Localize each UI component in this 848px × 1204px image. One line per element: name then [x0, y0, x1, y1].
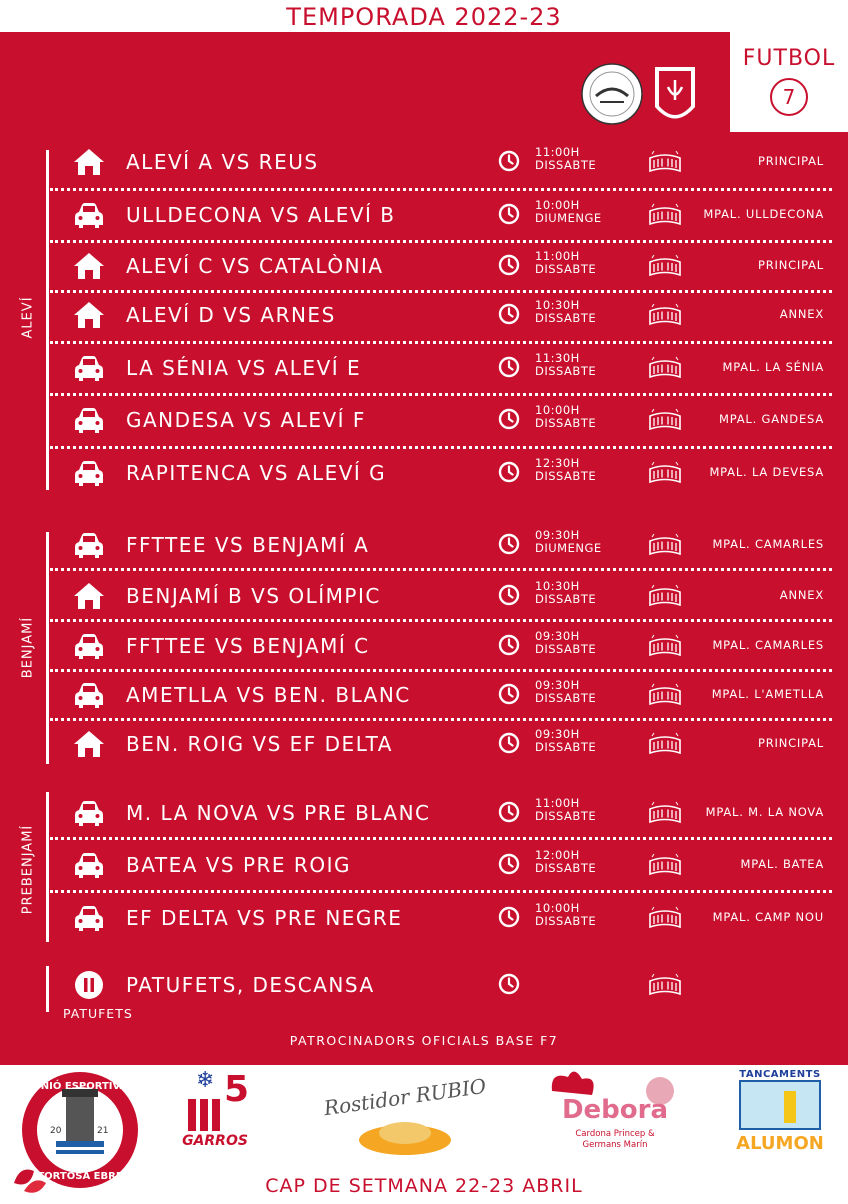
match-hour: 11:00H — [535, 145, 580, 159]
stadium-icon — [648, 853, 682, 877]
top-logos — [560, 32, 730, 132]
match-hour: 09:30H — [535, 629, 580, 643]
stadium-icon — [648, 973, 682, 997]
clock-icon — [498, 584, 520, 606]
group-label-alevi: ALEVÍ — [20, 296, 36, 339]
match-row — [62, 841, 832, 889]
match-time — [535, 352, 596, 378]
car-icon — [72, 630, 106, 662]
sponsor-debora-name: Debora — [561, 1095, 669, 1125]
match-day: DISSABTE — [535, 740, 597, 754]
match-title: BENJAMÍ B VS OLÍMPIC — [126, 584, 381, 608]
match-time — [535, 299, 596, 325]
match-time — [535, 146, 596, 172]
consell-esportiu-logo — [582, 64, 642, 124]
match-day: DISSABTE — [535, 691, 597, 705]
match-time — [535, 250, 596, 276]
match-venue: MPAL. LA SÉNIA — [722, 360, 824, 374]
match-title: M. LA NOVA VS PRE BLANC — [126, 801, 431, 825]
match-hour: 11:00H — [535, 249, 580, 263]
match-day: DISSABTE — [535, 809, 597, 823]
match-title: GANDESA VS ALEVÍ F — [126, 408, 366, 432]
home-icon — [72, 580, 106, 612]
match-time — [535, 457, 596, 483]
clock-icon — [498, 356, 520, 378]
match-time — [535, 679, 596, 705]
clock-icon — [498, 408, 520, 430]
sponsor-debora — [540, 1065, 690, 1173]
match-title: PATUFETS, DESCANSA — [126, 973, 375, 997]
match-title: ALEVÍ D VS ARNES — [126, 303, 336, 327]
match-row — [62, 138, 832, 186]
clock-icon — [498, 732, 520, 754]
match-venue: MPAL. LA DEVESA — [709, 465, 824, 479]
match-hour: 09:30H — [535, 528, 580, 542]
clock-icon — [498, 906, 520, 928]
group-label-prebenjami: PREBENJAMÍ — [20, 824, 36, 915]
stadium-icon — [648, 150, 682, 174]
crest-year-right: 21 — [97, 1126, 109, 1136]
match-venue: MPAL. CAMARLES — [712, 537, 824, 551]
match-row — [62, 344, 832, 392]
clock-icon — [498, 634, 520, 656]
match-day: DISSABTE — [535, 592, 597, 606]
match-venue: MPAL. L'AMETLLA — [711, 687, 824, 701]
match-row — [62, 789, 832, 837]
stadium-icon — [648, 683, 682, 707]
stadium-icon — [648, 408, 682, 432]
match-title: ULLDECONA VS ALEVÍ B — [126, 203, 396, 227]
season-title: TEMPORADA 2022-23 — [286, 3, 562, 31]
match-day: DISSABTE — [535, 642, 597, 656]
car-icon — [72, 352, 106, 384]
match-day: DISSABTE — [535, 364, 597, 378]
clock-icon — [498, 150, 520, 172]
clock-icon — [498, 801, 520, 823]
car-icon — [72, 902, 106, 934]
clock-icon — [498, 254, 520, 276]
format-badge — [730, 32, 848, 132]
match-hour: 11:30H — [535, 351, 580, 365]
car-icon — [72, 849, 106, 881]
match-title: ALEVÍ C VS CATALÒNIA — [126, 254, 384, 278]
sponsor-alumon-title: TANCAMENTS — [739, 1069, 821, 1080]
match-row — [62, 242, 832, 290]
group-label-patufets: PATUFETS — [63, 1006, 133, 1021]
row-separator — [50, 890, 832, 893]
match-title: BEN. ROIG VS EF DELTA — [126, 732, 393, 756]
match-venue: MPAL. CAMARLES — [712, 638, 824, 652]
match-row — [62, 622, 832, 670]
car-icon — [72, 797, 106, 829]
match-hour: 09:30H — [535, 727, 580, 741]
match-row — [62, 961, 832, 1009]
match-row — [62, 396, 832, 444]
stadium-icon — [648, 356, 682, 380]
match-row — [62, 671, 832, 719]
match-hour: 09:30H — [535, 678, 580, 692]
match-title: RAPITENCA VS ALEVÍ G — [126, 461, 387, 485]
stadium-icon — [648, 203, 682, 227]
crest-text-top: UNIÓ ESPORTIVA — [32, 1081, 128, 1092]
crest-text-bottom: TORTOSA EBRE — [37, 1171, 123, 1182]
match-day: DISSABTE — [535, 861, 597, 875]
match-hour: 11:00H — [535, 796, 580, 810]
match-title: AMETLLA VS BEN. BLANC — [126, 683, 411, 707]
match-time — [535, 902, 596, 928]
match-row — [62, 449, 832, 497]
clock-icon — [498, 973, 520, 995]
match-title: EF DELTA VS PRE NEGRE — [126, 906, 403, 930]
stadium-icon — [648, 533, 682, 557]
stadium-icon — [648, 254, 682, 278]
match-venue: MPAL. GANDESA — [719, 412, 824, 426]
svg-text:5: 5 — [224, 1069, 250, 1110]
match-time — [535, 199, 602, 225]
match-hour: 10:00H — [535, 901, 580, 915]
row-separator — [50, 837, 832, 840]
match-hour: 10:30H — [535, 298, 580, 312]
svg-text:❄: ❄ — [196, 1068, 215, 1093]
home-icon — [72, 146, 106, 178]
group-bar-benjami — [46, 532, 49, 764]
match-venue: PRINCIPAL — [757, 258, 824, 272]
match-hour: 10:00H — [535, 198, 580, 212]
match-row — [62, 572, 832, 620]
match-venue: MPAL. M. LA NOVA — [705, 805, 824, 819]
car-icon — [72, 679, 106, 711]
clock-icon — [498, 683, 520, 705]
car-icon — [72, 199, 106, 231]
match-day: DISSABTE — [535, 416, 597, 430]
match-title: FFTTEE VS BENJAMÍ C — [126, 634, 370, 658]
match-time — [535, 797, 596, 823]
match-venue: ANNEX — [779, 307, 824, 321]
match-time — [535, 529, 602, 555]
match-day: DISSABTE — [535, 311, 597, 325]
group-bar-alevi — [46, 150, 49, 490]
home-icon — [72, 299, 106, 331]
match-time — [535, 728, 596, 754]
match-title: ALEVÍ A VS REUS — [126, 150, 319, 174]
format-label: FUTBOL — [742, 46, 836, 71]
stadium-icon — [648, 461, 682, 485]
match-day: DISSABTE — [535, 262, 597, 276]
clock-icon — [498, 461, 520, 483]
footer-text: CAP DE SETMANA 22-23 ABRIL — [265, 1175, 583, 1197]
match-row — [62, 191, 832, 239]
stadium-icon — [648, 634, 682, 658]
sponsor-rubio — [300, 1065, 510, 1173]
pause-icon — [72, 969, 106, 1001]
match-hour: 12:30H — [535, 456, 580, 470]
sponsor-debora-sub: Cardona Princep & Germans Marín — [575, 1129, 655, 1150]
match-day: DIUMENGE — [535, 211, 602, 225]
match-title: FFTTEE VS BENJAMÍ A — [126, 533, 370, 557]
stadium-icon — [648, 732, 682, 756]
match-time — [535, 580, 596, 606]
home-icon — [72, 250, 106, 282]
clock-icon — [498, 303, 520, 325]
match-venue: MPAL. CAMP NOU — [712, 910, 824, 924]
stadium-icon — [648, 801, 682, 825]
match-day: DIUMENGE — [535, 541, 602, 555]
group-bar-prebenjami — [46, 792, 49, 942]
group-label-benjami: BENJAMÍ — [20, 616, 36, 679]
clock-icon — [498, 203, 520, 225]
match-venue: MPAL. BATEA — [740, 857, 824, 871]
match-hour: 10:00H — [535, 403, 580, 417]
group-bar-patufets — [46, 966, 49, 1012]
clock-icon — [498, 533, 520, 555]
fcf-logo — [655, 67, 695, 119]
match-day: DISSABTE — [535, 914, 597, 928]
match-hour: 10:30H — [535, 579, 580, 593]
match-time — [535, 630, 596, 656]
match-venue: PRINCIPAL — [757, 736, 824, 750]
match-venue: PRINCIPAL — [757, 154, 824, 168]
sponsor-alumon — [730, 1065, 830, 1173]
match-title: LA SÉNIA VS ALEVÍ E — [126, 356, 362, 380]
match-time — [535, 849, 596, 875]
car-icon — [72, 404, 106, 436]
sponsor-rubio-name: Rostidor RUBIO — [322, 1073, 488, 1121]
match-day: DISSABTE — [535, 158, 597, 172]
match-hour: 12:00H — [535, 848, 580, 862]
match-row — [62, 720, 832, 768]
match-row — [62, 291, 832, 339]
crest-year-left: 20 — [50, 1126, 62, 1136]
match-venue: ANNEX — [779, 588, 824, 602]
car-icon — [72, 529, 106, 561]
match-row — [62, 521, 832, 569]
clock-icon — [498, 853, 520, 875]
stadium-icon — [648, 906, 682, 930]
home-icon — [72, 728, 106, 760]
sponsors-label: PATROCINADORS OFICIALS BASE F7 — [289, 1033, 559, 1048]
stadium-icon — [648, 303, 682, 327]
format-number: 7 — [770, 78, 808, 116]
stadium-icon — [648, 584, 682, 608]
car-icon — [72, 457, 106, 489]
match-time — [535, 404, 596, 430]
sponsor-garros — [180, 1065, 280, 1173]
match-row — [62, 894, 832, 942]
sponsor-garros-name: GARROS — [182, 1133, 248, 1149]
match-title: BATEA VS PRE ROIG — [126, 853, 351, 877]
sponsor-alumon-name: ALUMON — [736, 1133, 824, 1154]
match-day: DISSABTE — [535, 469, 597, 483]
match-venue: MPAL. ULLDECONA — [703, 207, 824, 221]
